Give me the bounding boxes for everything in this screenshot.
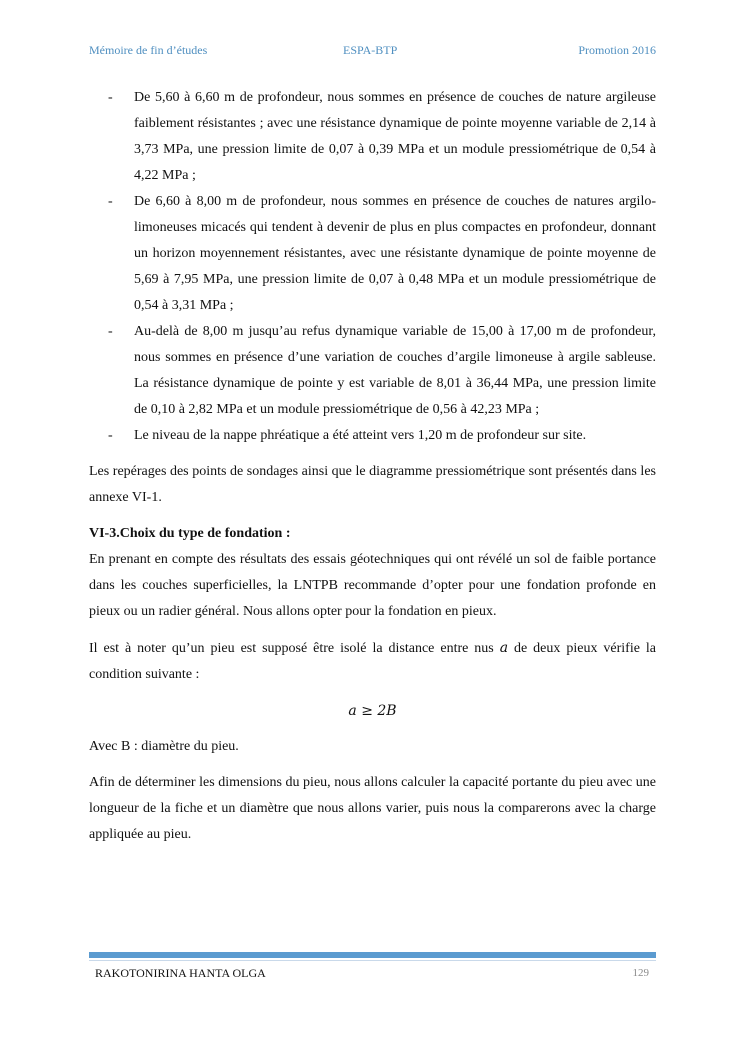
page-body bbox=[89, 85, 656, 848]
paragraph-pieu-isole bbox=[89, 635, 656, 688]
formula-spacing-condition: 𝑎 ≥ 2𝐵 bbox=[348, 703, 397, 719]
paragraph-pieu-isole-end: de deux pieux vérifie la condition suivante : bbox=[89, 641, 656, 682]
header-document-type: Mémoire de fin d’études bbox=[89, 43, 208, 57]
list-item bbox=[89, 189, 656, 319]
math-variable-a: 𝑎 bbox=[499, 640, 509, 656]
paragraph-pieu-isole-start: Il est à noter qu’un pieu est supposé être isolé la distance entre nus bbox=[89, 641, 500, 656]
dash-bullet: - bbox=[108, 324, 113, 339]
page-number: 129 bbox=[632, 967, 649, 979]
footer-author: RAKOTONIRINA HANTA OLGA bbox=[95, 966, 266, 980]
list-item-text: Au-delà de 8,00 m jusqu’au refus dynamique variable de 15,00 à 17,00 m de profondeur, nous sommes en présence d’une variation de couches d’argile limoneuse à argile sableuse. La résistance dynamique de pointe y est variable de 8,01 à 36,44 MPa, une pression limite de 0,10 à 2,82 MPa et un module pressiométrique de 0,56 à 42,23 MPa ; bbox=[134, 324, 656, 417]
paragraph-reperages: Les repérages des points de sondages ainsi que le diagramme pressiométrique sont présentés dans les annexe VI-1. bbox=[89, 464, 656, 505]
footer-divider-line bbox=[89, 960, 656, 961]
dash-bullet: - bbox=[108, 428, 113, 443]
page-header bbox=[89, 43, 656, 59]
list-item bbox=[89, 85, 656, 189]
list-item-text: De 6,60 à 8,00 m de profondeur, nous sommes en présence de couches de natures argilo-limoneuses micacés qui tendent à devenir de plus en plus compactes en profondeur, donnant un horizon moyennement résistantes, avec une résistante dynamique de pointe moyenne de 5,69 à 7,95 MPa, une pression limite de 0,07 à 0,48 MPa et un module pressiométrique de 0,54 à 3,31 MPa ; bbox=[134, 194, 656, 313]
paragraph-avec-b: Avec B : diamètre du pieu. bbox=[89, 739, 239, 754]
list-item-text: Le niveau de la nappe phréatique a été atteint vers 1,20 m de profondeur sur site. bbox=[134, 428, 587, 443]
footer-divider-bar bbox=[89, 952, 656, 958]
paragraph-choix-fondation: En prenant en compte des résultats des essais géotechniques qui ont révélé un sol de faible portance dans les couches superficielles, la LNTPB recommande d’opter pour une fondation profonde en pieux ou un radier général. Nous allons opter pour la fondation en pieux. bbox=[89, 552, 656, 619]
list-item-text: De 5,60 à 6,60 m de profondeur, nous sommes en présence de couches de nature argileuse faiblement résistantes ; avec une résistance dynamique de pointe moyenne variable de 2,14 à 3,73 MPa, une pression limite de 0,07 à 0,39 MPa et un module pressiométrique de 0,54 à 4,22 MPa ; bbox=[134, 90, 656, 183]
header-school: ESPA-BTP bbox=[343, 43, 398, 57]
section-heading: VI-3.Choix du type de fondation : bbox=[89, 526, 291, 541]
list-item bbox=[89, 423, 656, 449]
paragraph-dimensions-pieu: Afin de déterminer les dimensions du pieu, nous allons calculer la capacité portante du pieu avec une longueur de la fiche et un diamètre que nous allons varier, puis nous la comparerons avec la charge appliquée au pieu. bbox=[89, 775, 656, 842]
soil-layers-list bbox=[89, 85, 656, 449]
list-item bbox=[89, 319, 656, 423]
dash-bullet: - bbox=[108, 194, 113, 209]
dash-bullet: - bbox=[108, 90, 113, 105]
header-promotion: Promotion 2016 bbox=[578, 43, 656, 57]
